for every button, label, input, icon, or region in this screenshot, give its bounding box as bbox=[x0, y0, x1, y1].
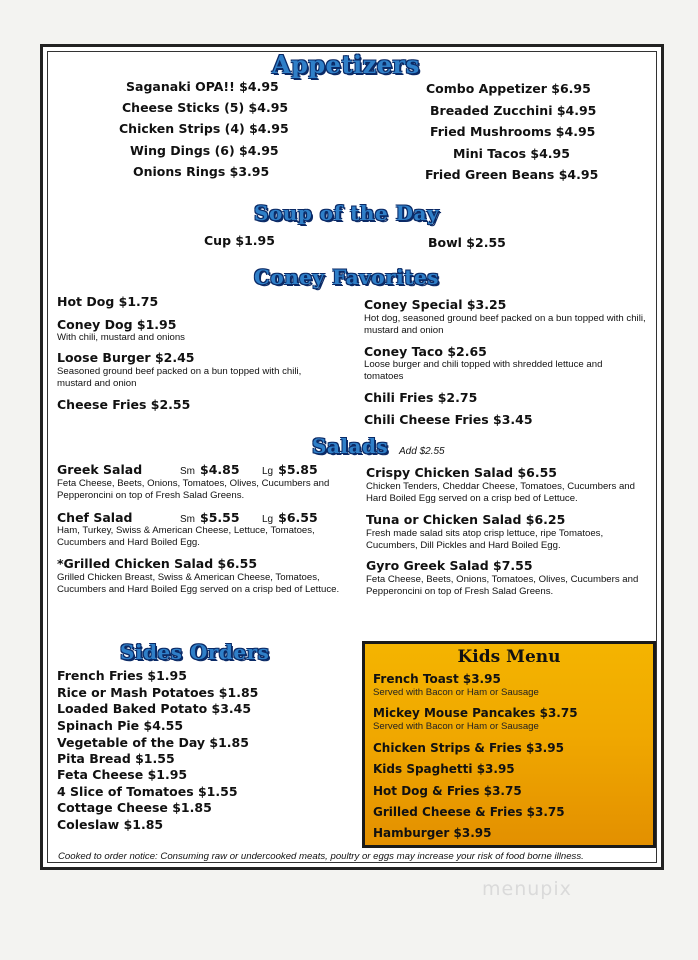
kids-item: Kids Spaghetti $3.95 bbox=[373, 762, 515, 776]
salad-large-price: Lg $6.55 bbox=[262, 510, 318, 525]
kids-item: Grilled Cheese & Fries $3.75 bbox=[373, 805, 565, 819]
salad-name: Crispy Chicken Salad $6.55 bbox=[366, 465, 557, 480]
appetizers-heading: Appetizers bbox=[272, 50, 420, 79]
side-item: Rice or Mash Potatoes $1.85 bbox=[57, 685, 259, 700]
kids-menu-title: Kids Menu bbox=[457, 647, 561, 667]
appetizer-item: Mini Tacos $4.95 bbox=[453, 146, 570, 161]
item-description: With chili, mustard and onions bbox=[57, 332, 185, 343]
menu-item: Coney Special $3.25 bbox=[364, 297, 507, 312]
kids-item: Hamburger $3.95 bbox=[373, 826, 492, 840]
appetizer-item: Cheese Sticks (5) $4.95 bbox=[122, 100, 289, 115]
appetizer-item: Fried Mushrooms $4.95 bbox=[430, 124, 596, 139]
side-item: Cottage Cheese $1.85 bbox=[57, 800, 212, 815]
salad-name: Tuna or Chicken Salad $6.25 bbox=[366, 512, 566, 527]
watermark: menupix bbox=[482, 878, 572, 900]
side-item: Loaded Baked Potato $3.45 bbox=[57, 701, 252, 716]
kids-item: Mickey Mouse Pancakes $3.75 bbox=[373, 706, 578, 720]
appetizer-item: Saganaki OPA!! $4.95 bbox=[126, 79, 279, 94]
item-description: Chicken Tenders, Cheddar Cheese, Tomatoes, Cucumbers and Hard Boiled Egg served on a crisp bed of Lettuce. bbox=[366, 481, 635, 504]
item-description: Feta Cheese, Beets, Onions, Tomatoes, Olives, Cucumbers and Pepperoncini on top of Fresh Salad Greens. bbox=[366, 574, 639, 597]
soup-cup: Cup $1.95 bbox=[204, 233, 275, 248]
salad-small-price: Sm $4.85 bbox=[180, 462, 240, 477]
appetizer-item: Combo Appetizer $6.95 bbox=[426, 81, 591, 96]
menu-item: Chili Fries $2.75 bbox=[364, 390, 478, 405]
side-item: Spinach Pie $4.55 bbox=[57, 718, 184, 733]
salad-name: Greek Salad bbox=[57, 462, 143, 477]
appetizer-item: Fried Green Beans $4.95 bbox=[425, 167, 599, 182]
appetizer-item: Chicken Strips (4) $4.95 bbox=[119, 121, 289, 136]
salad-name: *Grilled Chicken Salad $6.55 bbox=[57, 556, 258, 571]
side-item: Coleslaw $1.85 bbox=[57, 817, 164, 832]
kids-menu-box bbox=[362, 641, 656, 848]
salad-name: Gyro Greek Salad $7.55 bbox=[366, 558, 533, 573]
appetizer-item: Wing Dings (6) $4.95 bbox=[130, 143, 279, 158]
kids-item: Chicken Strips & Fries $3.95 bbox=[373, 741, 564, 755]
item-description: Feta Cheese, Beets, Onions, Tomatoes, Olives, Cucumbers and Pepperoncini on top of Fresh Salad Greens. bbox=[57, 478, 330, 501]
soup-bowl: Bowl $2.55 bbox=[428, 235, 506, 250]
coney-heading: Coney Favorites bbox=[254, 265, 439, 289]
appetizer-item: Breaded Zucchini $4.95 bbox=[430, 103, 597, 118]
sides-heading: Sides Orders bbox=[120, 640, 270, 664]
side-item: 4 Slice of Tomatoes $1.55 bbox=[57, 784, 238, 799]
menu-item: Coney Dog $1.95 bbox=[57, 317, 177, 332]
menu-item: Cheese Fries $2.55 bbox=[57, 397, 191, 412]
menu-item: Coney Taco $2.65 bbox=[364, 344, 487, 359]
item-description: Loose burger and chili topped with shredded lettuce and tomatoes bbox=[364, 359, 603, 382]
item-description: Hot dog, seasoned ground beef packed on a bun topped with chili, mustard and onion bbox=[364, 313, 646, 336]
item-description: Grilled Chicken Breast, Swiss & American Cheese, Tomatoes, Cucumbers and Hard Boiled Egg served on a crisp bed of Lettuce. bbox=[57, 572, 340, 595]
item-description: Ham, Turkey, Swiss & American Cheese, Lettuce, Tomatoes, Cucumbers and Hard Boiled Egg. bbox=[57, 525, 315, 548]
item-description: Seasoned ground beef packed on a bun topped with chili, mustard and onion bbox=[57, 366, 302, 389]
salads-heading: Salads bbox=[312, 434, 389, 458]
salad-name: Chef Salad bbox=[57, 510, 133, 525]
item-description: Fresh made salad sits atop crisp lettuce, ripe Tomatoes, Cucumbers, Dill Pickles and Hard Boiled Egg. bbox=[366, 528, 604, 551]
kids-item-note: Served with Bacon or Ham or Sausage bbox=[373, 721, 539, 732]
kids-item: French Toast $3.95 bbox=[373, 672, 501, 686]
menu-item: Hot Dog $1.75 bbox=[57, 294, 159, 309]
side-item: Vegetable of the Day $1.85 bbox=[57, 735, 249, 750]
menu-item: Loose Burger $2.45 bbox=[57, 350, 195, 365]
food-safety-notice: Cooked to order notice: Consuming raw or undercooked meats, poultry or eggs may increase your risk of food borne illness. bbox=[58, 851, 584, 862]
kids-item: Hot Dog & Fries $3.75 bbox=[373, 784, 522, 798]
menu-item: Chili Cheese Fries $3.45 bbox=[364, 412, 533, 427]
kids-item-note: Served with Bacon or Ham or Sausage bbox=[373, 687, 539, 698]
salad-large-price: Lg $5.85 bbox=[262, 462, 318, 477]
soup-heading: Soup of the Day bbox=[254, 201, 440, 225]
side-item: Pita Bread $1.55 bbox=[57, 751, 175, 766]
salads-add-note: Add $2.55 bbox=[399, 446, 445, 457]
side-item: French Fries $1.95 bbox=[57, 668, 187, 683]
side-item: Feta Cheese $1.95 bbox=[57, 767, 188, 782]
salad-small-price: Sm $5.55 bbox=[180, 510, 240, 525]
appetizer-item: Onions Rings $3.95 bbox=[133, 164, 270, 179]
